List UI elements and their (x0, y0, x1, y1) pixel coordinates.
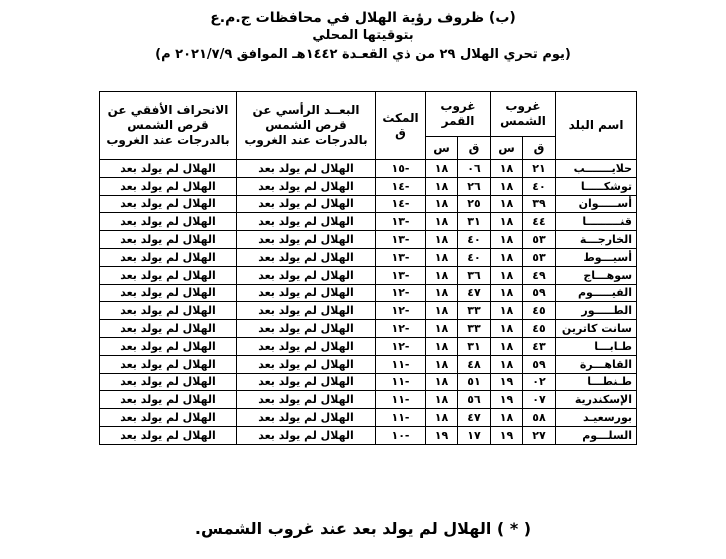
table-row (100, 213, 637, 231)
sunset-minute: ٤٥ (523, 302, 556, 320)
table-row (100, 373, 637, 391)
stay-minutes: -١٥ (376, 160, 426, 178)
altitude-value: الهلال لم يولد بعد (237, 373, 376, 391)
stay-minutes: -١١ (376, 391, 426, 409)
table-row (100, 355, 637, 373)
sunset-hour: ١٨ (491, 320, 523, 338)
sunset-minute: ٥٨ (523, 409, 556, 427)
header-stay-label: المكث (382, 110, 419, 125)
stay-minutes: -١٤ (376, 177, 426, 195)
city-name: طـابـــا (556, 337, 637, 355)
header-moonset-hour: س (426, 137, 458, 160)
altitude-value: الهلال لم يولد بعد (237, 337, 376, 355)
moonset-hour: ١٩ (426, 426, 458, 444)
altitude-value: الهلال لم يولد بعد (237, 320, 376, 338)
moonset-hour: ١٨ (426, 337, 458, 355)
moonset-hour: ١٨ (426, 231, 458, 249)
azimuth-value: الهلال لم يولد بعد (100, 409, 237, 427)
table-row (100, 391, 637, 409)
moonset-minute: ٢٦ (458, 177, 491, 195)
sunset-minute: ٥٩ (523, 284, 556, 302)
moonset-hour: ١٨ (426, 355, 458, 373)
sunset-hour: ١٩ (491, 373, 523, 391)
stay-minutes: -١١ (376, 409, 426, 427)
sunset-hour: ١٨ (491, 284, 523, 302)
sunset-hour: ١٨ (491, 248, 523, 266)
altitude-value: الهلال لم يولد بعد (237, 195, 376, 213)
azimuth-value: الهلال لم يولد بعد (100, 426, 237, 444)
moon-visibility-table (99, 91, 637, 445)
header-altitude: البعــد الرأسي عن قرص الشمس بالدرجات عند الغروب (237, 92, 376, 160)
moonset-minute: ٤٠ (458, 248, 491, 266)
moonset-hour: ١٨ (426, 302, 458, 320)
stay-minutes: -١١ (376, 355, 426, 373)
moonset-hour: ١٨ (426, 320, 458, 338)
sunset-minute: ٤٩ (523, 266, 556, 284)
sunset-minute: ٢١ (523, 160, 556, 178)
moonset-minute: ٣١ (458, 213, 491, 231)
title-line-1: (ب) ظروف رؤية الهلال في محافظات ج.م.ع (210, 10, 516, 26)
moonset-hour: ١٨ (426, 213, 458, 231)
city-name: الخارجـــة (556, 231, 637, 249)
sunset-hour: ١٨ (491, 302, 523, 320)
city-name: بورسعيـد (556, 409, 637, 427)
sunset-minute: ٣٩ (523, 195, 556, 213)
altitude-value: الهلال لم يولد بعد (237, 302, 376, 320)
azimuth-value: الهلال لم يولد بعد (100, 177, 237, 195)
moonset-hour: ١٨ (426, 373, 458, 391)
city-name: السلـــوم (556, 426, 637, 444)
moonset-hour: ١٨ (426, 391, 458, 409)
moonset-minute: ١٧ (458, 426, 491, 444)
azimuth-value: الهلال لم يولد بعد (100, 355, 237, 373)
city-name: طـنطـــا (556, 373, 637, 391)
header-sunset-minute: ق (523, 137, 556, 160)
city-name: سوهـــاج (556, 266, 637, 284)
moonset-minute: ٢٥ (458, 195, 491, 213)
stay-minutes: -١٤ (376, 195, 426, 213)
sunset-hour: ١٨ (491, 160, 523, 178)
sunset-minute: ٠٢ (523, 373, 556, 391)
sunset-hour: ١٨ (491, 231, 523, 249)
azimuth-value: الهلال لم يولد بعد (100, 160, 237, 178)
stay-minutes: -١٢ (376, 337, 426, 355)
sunset-minute: ٥٣ (523, 231, 556, 249)
sunset-minute: ٠٧ (523, 391, 556, 409)
moonset-hour: ١٨ (426, 266, 458, 284)
moonset-hour: ١٨ (426, 177, 458, 195)
stay-minutes: -١٣ (376, 248, 426, 266)
stay-minutes: -١٠ (376, 426, 426, 444)
moonset-minute: ٣٣ (458, 320, 491, 338)
moonset-hour: ١٨ (426, 284, 458, 302)
header-city: اسم البلد (556, 92, 637, 160)
azimuth-value: الهلال لم يولد بعد (100, 320, 237, 338)
sunset-minute: ٤٥ (523, 320, 556, 338)
altitude-value: الهلال لم يولد بعد (237, 355, 376, 373)
altitude-value: الهلال لم يولد بعد (237, 160, 376, 178)
header-moonset: غروب القمر (426, 92, 491, 137)
sunset-hour: ١٩ (491, 391, 523, 409)
moonset-minute: ٣١ (458, 337, 491, 355)
table-row (100, 302, 637, 320)
sunset-minute: ٥٩ (523, 355, 556, 373)
table-row (100, 409, 637, 427)
sunset-hour: ١٨ (491, 337, 523, 355)
header-stay-unit: ق (395, 125, 406, 140)
city-name: توشكـــــا (556, 177, 637, 195)
azimuth-value: الهلال لم يولد بعد (100, 248, 237, 266)
azimuth-value: الهلال لم يولد بعد (100, 266, 237, 284)
sunset-minute: ٤٠ (523, 177, 556, 195)
table-row (100, 426, 637, 444)
moonset-minute: ٣٣ (458, 302, 491, 320)
moonset-minute: ٤٧ (458, 409, 491, 427)
azimuth-value: الهلال لم يولد بعد (100, 213, 237, 231)
city-name: الطـــــور (556, 302, 637, 320)
altitude-value: الهلال لم يولد بعد (237, 284, 376, 302)
sunset-hour: ١٨ (491, 177, 523, 195)
header-stay (376, 92, 426, 160)
altitude-value: الهلال لم يولد بعد (237, 426, 376, 444)
table-row (100, 284, 637, 302)
sunset-hour: ١٨ (491, 409, 523, 427)
stay-minutes: -١٣ (376, 213, 426, 231)
sunset-minute: ٤٣ (523, 337, 556, 355)
sunset-hour: ١٨ (491, 355, 523, 373)
moonset-minute: ٠٦ (458, 160, 491, 178)
moonset-minute: ٤٨ (458, 355, 491, 373)
table-row (100, 195, 637, 213)
altitude-value: الهلال لم يولد بعد (237, 213, 376, 231)
moonset-hour: ١٨ (426, 248, 458, 266)
table-row (100, 231, 637, 249)
title-line-3: (يوم تحري الهلال ٢٩ من ذي القعـدة ١٤٤٢هـ الموافق ٢٠٢١/٧/٩ م) (155, 47, 571, 62)
moonset-minute: ٣٦ (458, 266, 491, 284)
table-row (100, 177, 637, 195)
header-azimuth: الانحراف الأفقي عن قرص الشمس بالدرجات عند الغروب (100, 92, 237, 160)
footnote: ( * ) الهلال لم يولد بعد عند غروب الشمس. (194, 519, 532, 538)
moonset-minute: ٤٧ (458, 284, 491, 302)
header-moonset-minute: ق (458, 137, 491, 160)
header-sunset: غروب الشمس (491, 92, 556, 137)
city-name: حلايـــــــب (556, 160, 637, 178)
city-name: أسيـــوط (556, 248, 637, 266)
city-name: القاهـــرة (556, 355, 637, 373)
azimuth-value: الهلال لم يولد بعد (100, 284, 237, 302)
sunset-minute: ٥٣ (523, 248, 556, 266)
table-row (100, 266, 637, 284)
moonset-hour: ١٨ (426, 195, 458, 213)
table-row (100, 160, 637, 178)
azimuth-value: الهلال لم يولد بعد (100, 337, 237, 355)
moonset-minute: ٥٦ (458, 391, 491, 409)
city-name: الفيـــــوم (556, 284, 637, 302)
altitude-value: الهلال لم يولد بعد (237, 248, 376, 266)
table-row (100, 337, 637, 355)
stay-minutes: -١٢ (376, 284, 426, 302)
azimuth-value: الهلال لم يولد بعد (100, 231, 237, 249)
sunset-hour: ١٨ (491, 195, 523, 213)
header-sunset-hour: س (491, 137, 523, 160)
sunset-minute: ٤٤ (523, 213, 556, 231)
sunset-hour: ١٨ (491, 266, 523, 284)
title-line-2: بتوقيتها المحلي (312, 28, 414, 43)
stay-minutes: -١٣ (376, 231, 426, 249)
city-name: سانت كاترين (556, 320, 637, 338)
altitude-value: الهلال لم يولد بعد (237, 391, 376, 409)
moonset-hour: ١٨ (426, 160, 458, 178)
azimuth-value: الهلال لم يولد بعد (100, 373, 237, 391)
stay-minutes: -١٢ (376, 320, 426, 338)
sunset-minute: ٢٧ (523, 426, 556, 444)
altitude-value: الهلال لم يولد بعد (237, 177, 376, 195)
moonset-hour: ١٨ (426, 409, 458, 427)
altitude-value: الهلال لم يولد بعد (237, 266, 376, 284)
sunset-hour: ١٩ (491, 426, 523, 444)
city-name: أســـــوان (556, 195, 637, 213)
table-body (100, 160, 637, 445)
altitude-value: الهلال لم يولد بعد (237, 231, 376, 249)
city-name: الإسكندرية (556, 391, 637, 409)
moonset-minute: ٥١ (458, 373, 491, 391)
table-row (100, 320, 637, 338)
stay-minutes: -١٢ (376, 302, 426, 320)
altitude-value: الهلال لم يولد بعد (237, 409, 376, 427)
table-row (100, 248, 637, 266)
azimuth-value: الهلال لم يولد بعد (100, 302, 237, 320)
city-name: قنـــــــــا (556, 213, 637, 231)
sunset-hour: ١٨ (491, 213, 523, 231)
azimuth-value: الهلال لم يولد بعد (100, 391, 237, 409)
stay-minutes: -١١ (376, 373, 426, 391)
azimuth-value: الهلال لم يولد بعد (100, 195, 237, 213)
stay-minutes: -١٣ (376, 266, 426, 284)
moonset-minute: ٤٠ (458, 231, 491, 249)
